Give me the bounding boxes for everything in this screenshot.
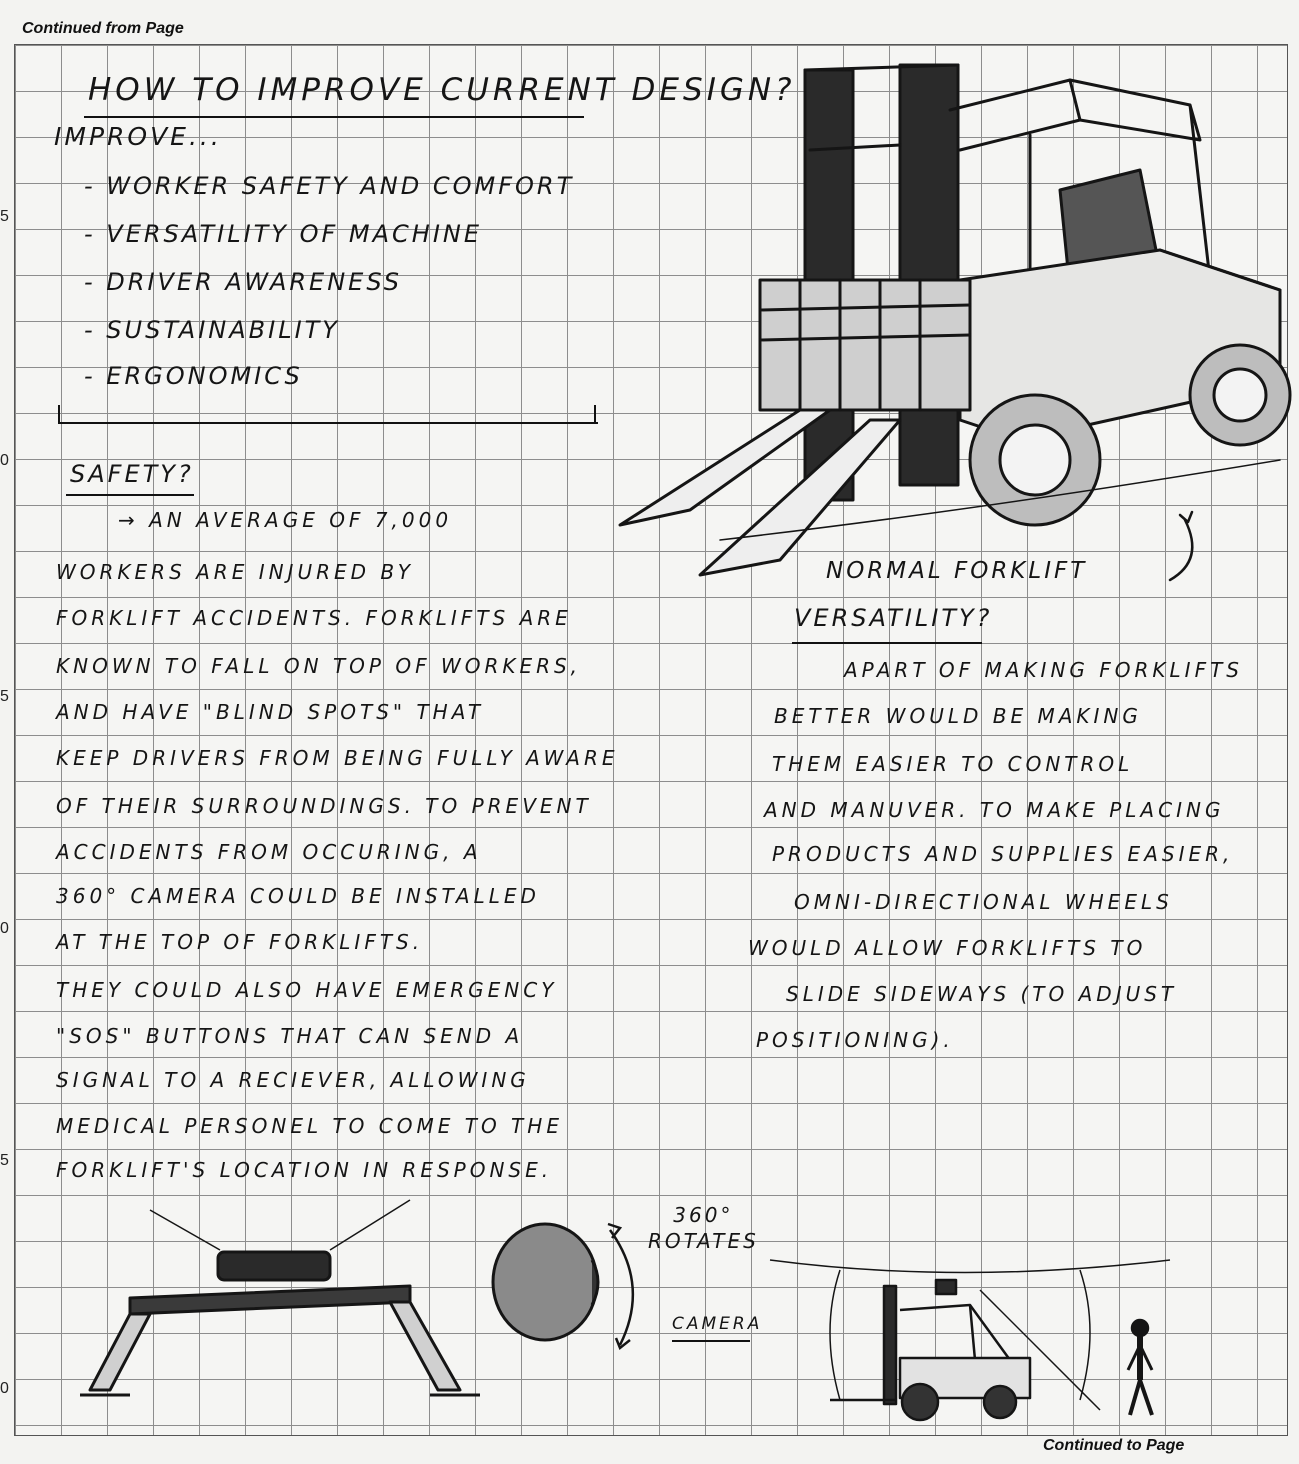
margin-number: 0 [0,452,9,469]
safety-text-line: AT THE TOP OF FORKLIFTS. [56,930,424,954]
safety-underline [66,494,194,496]
camera-ball-sketch [480,1210,650,1360]
safety-text-line: AND HAVE "BLIND SPOTS" THAT [56,700,485,724]
versatility-heading: VERSATILITY? [794,604,993,632]
versatility-text-line: PRODUCTS AND SUPPLIES EASIER, [772,842,1234,866]
margin-number: 5 [0,688,9,705]
safety-text-line: THEY COULD ALSO HAVE EMERGENCY [56,978,558,1002]
forklift-sketch [600,40,1299,600]
safety-text-line: ACCIDENTS FROM OCCURING, A [56,840,482,864]
camera-mount-sketch [70,1190,490,1430]
safety-heading: SAFETY? [70,460,194,488]
versatility-text-line: OMNI-DIRECTIONAL WHEELS [794,890,1173,914]
versatility-text-line: APART OF MAKING FORKLIFTS [844,658,1243,682]
safety-text-line: WORKERS ARE INJURED BY [56,560,414,584]
versatility-underline [792,642,982,644]
safety-text-line: SIGNAL TO A RECIEVER, ALLOWING [56,1068,530,1092]
continued-to-label: Continued to Page [1043,1437,1185,1454]
improvement-item: - VERSATILITY OF MACHINE [84,220,483,248]
improve-label: IMPROVE... [54,122,222,151]
safety-text-line: "SOS" BUTTONS THAT CAN SEND A [56,1024,524,1048]
improvement-item: - ERGONOMICS [84,362,303,390]
camera-view-sketch [760,1250,1180,1430]
section-divider-cap [58,405,60,423]
safety-text-line: → AN AVERAGE OF 7,000 [118,508,453,532]
safety-text-line: FORKLIFT ACCIDENTS. FORKLIFTS ARE [56,606,572,630]
versatility-text-line: AND MANUVER. TO MAKE PLACING [764,798,1225,822]
section-divider [58,422,598,424]
margin-number: 0 [0,1380,9,1397]
camera-underline [672,1340,750,1342]
page-title: HOW TO IMPROVE CURRENT DESIGN? [88,72,796,108]
camera-label: CAMERA [672,1314,763,1334]
safety-text-line: FORKLIFT'S LOCATION IN RESPONSE. [56,1158,553,1182]
safety-text-line: KEEP DRIVERS FROM BEING FULLY AWARE [56,746,619,770]
versatility-text-line: POSITIONING). [756,1028,954,1052]
versatility-text-line: BETTER WOULD BE MAKING [774,704,1142,728]
forklift-caption: NORMAL FORKLIFT [826,558,1088,584]
safety-text-line: KNOWN TO FALL ON TOP OF WORKERS, [56,654,582,678]
safety-text-line: OF THEIR SURROUNDINGS. TO PREVENT [56,794,592,818]
title-underline [84,116,584,118]
improvement-item: - SUSTAINABILITY [84,316,340,344]
versatility-text-line: SLIDE SIDEWAYS (TO ADJUST [786,982,1178,1006]
safety-text-line: 360° CAMERA COULD BE INSTALLED [56,884,540,908]
continued-from-label: Continued from Page [22,20,184,37]
versatility-text-line: WOULD ALLOW FORKLIFTS TO [748,936,1147,960]
safety-text-line: MEDICAL PERSONEL TO COME TO THE [56,1114,563,1138]
versatility-text-line: THEM EASIER TO CONTROL [772,752,1134,776]
margin-number: 5 [0,208,9,225]
improvement-item: - WORKER SAFETY AND COMFORT [84,172,575,200]
improvement-item: - DRIVER AWARENESS [84,268,402,296]
section-divider-cap [594,405,596,423]
margin-number: 5 [0,1152,9,1169]
margin-number: 0 [0,920,9,937]
rotates-label: 360° ROTATES [648,1203,759,1253]
